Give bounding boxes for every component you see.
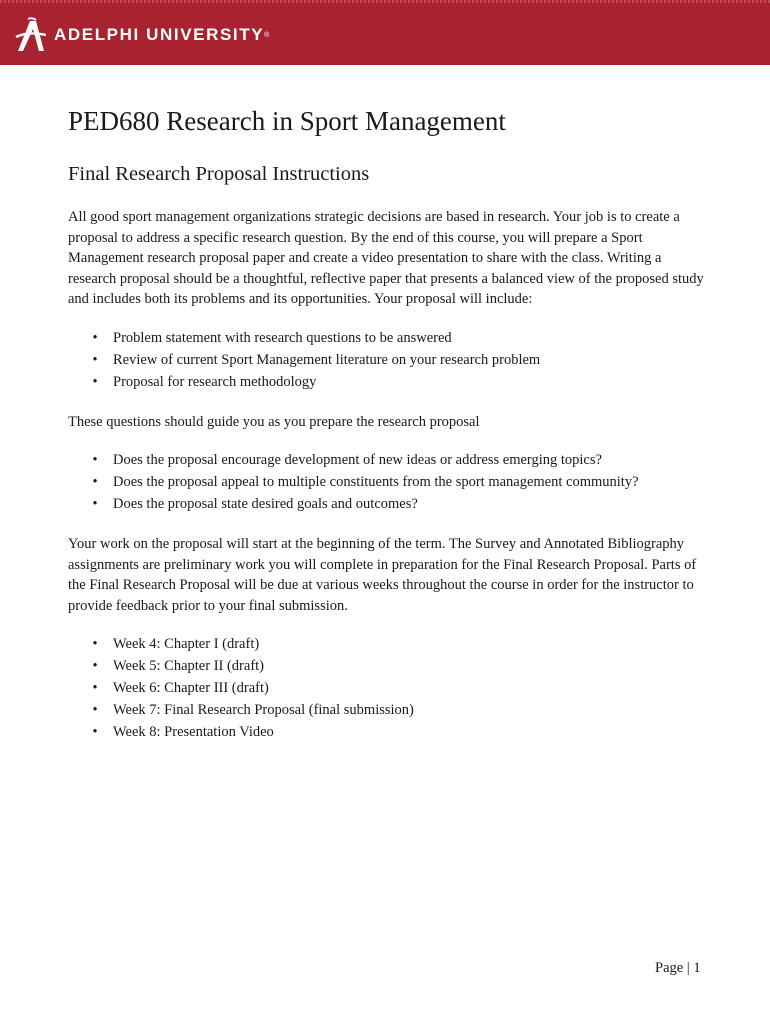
document-body bbox=[68, 96, 708, 743]
guide-question-item-text: Does the proposal state desired goals and outcomes? bbox=[113, 496, 418, 512]
intro-paragraph: All good sport management organizations strategic decisions are based in research. Your job is to create a proposal to address a specific research question. By the end of this course, you will prepare a Sport Management research proposal paper and create a video presentation to share with the class. Writing a research proposal should be a thoughtful, reflective paper that presents a balanced view of the proposed study and includes both its problems and its opportunities. Your proposal will include: bbox=[68, 209, 704, 307]
schedule-item-text: Week 6: Chapter III (draft) bbox=[113, 680, 269, 696]
university-name: ADELPHI UNIVERSITY bbox=[54, 25, 265, 44]
include-item bbox=[68, 349, 708, 371]
schedule-paragraph: Your work on the proposal will start at the beginning of the term. The Survey and Annotated Bibliography assignments are preliminary work you will complete in preparation for the Final Research Proposal. Parts of the Final Research Proposal will be due at various weeks throughout the course in order for the instructor to provide feedback prior to your final submission. bbox=[68, 536, 697, 614]
include-item-text: Problem statement with research questions to be answered bbox=[113, 329, 452, 346]
bullet-icon: • bbox=[92, 658, 98, 674]
bullet-icon: • bbox=[92, 474, 98, 490]
bullet-icon: • bbox=[92, 496, 98, 512]
schedule-item bbox=[68, 721, 708, 743]
guide-question-item-text: Does the proposal appeal to multiple constituents from the sport management community? bbox=[113, 474, 639, 490]
guide-question-list bbox=[68, 449, 708, 515]
guide-question-item-text: Does the proposal encourage development of new ideas or address emerging topics? bbox=[113, 452, 602, 468]
guide-question-item bbox=[68, 493, 708, 515]
bullet-icon: • bbox=[92, 702, 98, 718]
trademark-mark: ® bbox=[264, 31, 270, 39]
schedule-item bbox=[68, 699, 708, 721]
include-item-text: Review of current Sport Management literature on your research problem bbox=[113, 351, 541, 368]
adelphi-a-logo-icon bbox=[14, 17, 48, 53]
bullet-icon: • bbox=[92, 373, 98, 390]
university-logo bbox=[14, 17, 269, 53]
schedule-item bbox=[68, 677, 708, 699]
schedule-item-text: Week 4: Chapter I (draft) bbox=[113, 636, 260, 652]
schedule-item-text: Week 5: Chapter II (draft) bbox=[113, 658, 265, 674]
banner-texture bbox=[0, 0, 770, 3]
section-heading: Final Research Proposal Instructions bbox=[68, 163, 370, 185]
schedule-item-text: Week 7: Final Research Proposal (final submission) bbox=[113, 702, 414, 718]
guide-question-item bbox=[68, 449, 708, 471]
bullet-icon: • bbox=[92, 452, 98, 468]
bullet-icon: • bbox=[92, 724, 98, 740]
page-number: Page | 1 bbox=[655, 960, 701, 976]
schedule-list bbox=[68, 633, 708, 743]
schedule-item bbox=[68, 633, 708, 655]
guide-paragraph: These questions should guide you as you prepare the research proposal bbox=[68, 413, 480, 430]
include-item bbox=[68, 371, 708, 393]
include-item-text: Proposal for research methodology bbox=[113, 373, 317, 390]
bullet-icon: • bbox=[92, 351, 98, 368]
bullet-icon: • bbox=[92, 680, 98, 696]
guide-question-item bbox=[68, 471, 708, 493]
bullet-icon: • bbox=[92, 329, 98, 346]
include-list bbox=[68, 327, 708, 393]
include-item bbox=[68, 327, 708, 349]
header-banner bbox=[0, 0, 770, 65]
page-title: PED680 Research in Sport Management bbox=[68, 106, 506, 136]
schedule-item-text: Week 8: Presentation Video bbox=[113, 724, 274, 740]
bullet-icon: • bbox=[92, 636, 98, 652]
schedule-item bbox=[68, 655, 708, 677]
